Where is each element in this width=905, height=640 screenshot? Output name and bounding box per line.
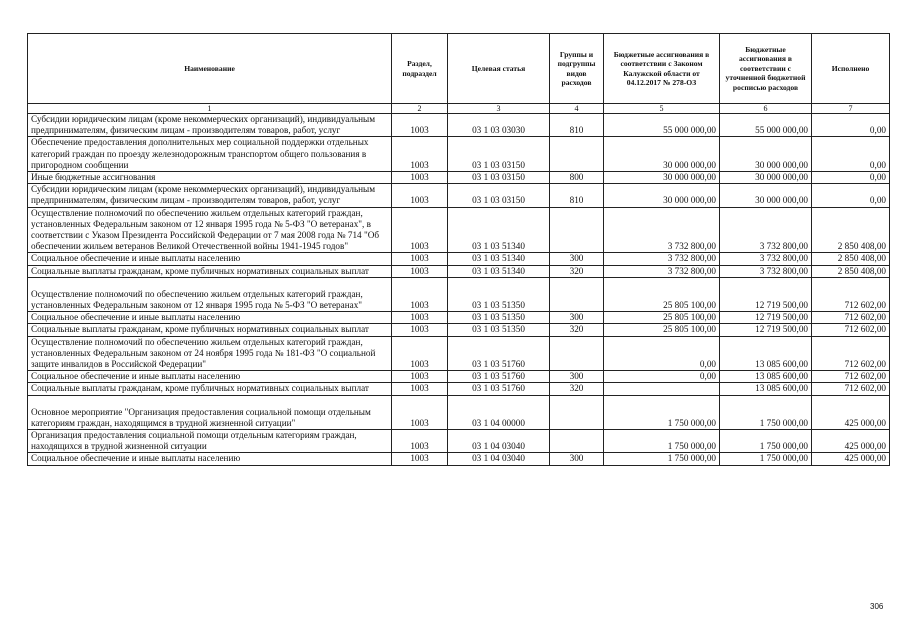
header-executed: Исполнено	[812, 34, 890, 104]
row-budget-law: 0,00	[604, 336, 720, 371]
row-target-article: 03 1 03 51340	[448, 207, 550, 253]
row-target-article: 03 1 03 03150	[448, 137, 550, 172]
row-section: 1003	[392, 137, 448, 172]
row-section: 1003	[392, 324, 448, 336]
row-expense-group	[550, 137, 604, 172]
row-executed: 712 602,00	[812, 371, 890, 383]
column-number: 1	[28, 104, 392, 114]
row-budget-law: 3 732 800,00	[604, 265, 720, 277]
row-section: 1003	[392, 336, 448, 371]
row-budget-refined: 12 719 500,00	[720, 324, 812, 336]
row-section: 1003	[392, 277, 448, 311]
column-number: 5	[604, 104, 720, 114]
row-executed: 2 850 408,00	[812, 253, 890, 265]
row-expense-group: 300	[550, 371, 604, 383]
row-budget-refined: 13 085 600,00	[720, 371, 812, 383]
row-name: Субсидии юридическим лицам (кроме некоммерческих организаций), индивидуальным предпринимателям, физическим лицам - производителям товаров, работ, услуг	[28, 184, 392, 207]
row-budget-refined: 1 750 000,00	[720, 453, 812, 465]
row-budget-refined: 12 719 500,00	[720, 277, 812, 311]
column-number: 2	[392, 104, 448, 114]
row-budget-refined: 30 000 000,00	[720, 184, 812, 207]
table-row	[28, 137, 890, 172]
row-executed: 425 000,00	[812, 395, 890, 429]
table-row	[28, 324, 890, 336]
row-budget-refined: 13 085 600,00	[720, 383, 812, 395]
row-budget-refined: 1 750 000,00	[720, 395, 812, 429]
row-expense-group: 300	[550, 312, 604, 324]
row-budget-refined: 13 085 600,00	[720, 336, 812, 371]
header-budget-law: Бюджетные ассигнования в соответствии с Законом Калужской области от 04.12.2017 № 278-ОЗ	[604, 34, 720, 104]
header-groups: Группы и подгруппы видов расходов	[550, 34, 604, 104]
table-row	[28, 383, 890, 395]
budget-table-sheet	[27, 33, 889, 466]
row-target-article: 03 1 03 51760	[448, 336, 550, 371]
row-section: 1003	[392, 383, 448, 395]
row-target-article: 03 1 03 51350	[448, 324, 550, 336]
row-section: 1003	[392, 207, 448, 253]
row-name: Осуществление полномочий по обеспечению жильем отдельных категорий граждан, установленных Федеральным законом от 12 января 1995 года № 5-ФЗ "О ветеранах"	[28, 277, 392, 311]
row-target-article: 03 1 04 03040	[448, 430, 550, 453]
row-executed: 712 602,00	[812, 324, 890, 336]
row-budget-law: 1 750 000,00	[604, 395, 720, 429]
row-executed: 712 602,00	[812, 383, 890, 395]
column-number: 4	[550, 104, 604, 114]
row-expense-group: 320	[550, 324, 604, 336]
row-budget-refined: 30 000 000,00	[720, 137, 812, 172]
header-section: Раздел, подраздел	[392, 34, 448, 104]
page-number: 306	[870, 602, 884, 611]
row-executed: 2 850 408,00	[812, 207, 890, 253]
row-expense-group	[550, 336, 604, 371]
column-number-row	[28, 104, 890, 114]
row-name: Осуществление полномочий по обеспечению жильем отдельных категорий граждан, установленных Федеральным законом от 12 января 1995 года № 5-ФЗ "О ветеранах", в соответствии с Указом Президента Российской Федерации от 7 мая 2008 года № 714 "Об обеспечении жильем ветеранов Великой Отечественной войны 1941-1945 годов"	[28, 207, 392, 253]
row-executed: 2 850 408,00	[812, 265, 890, 277]
header-row	[28, 34, 890, 104]
row-section: 1003	[392, 265, 448, 277]
budget-table	[27, 33, 890, 466]
row-budget-law: 25 805 100,00	[604, 277, 720, 311]
row-expense-group	[550, 207, 604, 253]
row-budget-law: 30 000 000,00	[604, 184, 720, 207]
row-target-article: 03 1 03 03150	[448, 172, 550, 184]
table-row	[28, 114, 890, 137]
row-executed: 712 602,00	[812, 336, 890, 371]
table-row	[28, 265, 890, 277]
row-executed: 425 000,00	[812, 453, 890, 465]
row-expense-group: 300	[550, 453, 604, 465]
row-executed: 0,00	[812, 114, 890, 137]
row-name: Социальные выплаты гражданам, кроме публичных нормативных социальных выплат	[28, 324, 392, 336]
table-row	[28, 371, 890, 383]
row-target-article: 03 1 03 51350	[448, 277, 550, 311]
row-target-article: 03 1 03 51340	[448, 265, 550, 277]
table-row	[28, 453, 890, 465]
row-budget-refined: 3 732 800,00	[720, 253, 812, 265]
row-budget-law: 30 000 000,00	[604, 137, 720, 172]
row-target-article: 03 1 04 00000	[448, 395, 550, 429]
row-section: 1003	[392, 312, 448, 324]
row-section: 1003	[392, 114, 448, 137]
row-section: 1003	[392, 172, 448, 184]
row-budget-law: 3 732 800,00	[604, 207, 720, 253]
row-expense-group	[550, 395, 604, 429]
row-name: Субсидии юридическим лицам (кроме некоммерческих организаций), индивидуальным предпринимателям, физическим лицам - производителям товаров, работ, услуг	[28, 114, 392, 137]
row-executed: 712 602,00	[812, 312, 890, 324]
row-target-article: 03 1 03 51760	[448, 383, 550, 395]
row-expense-group: 800	[550, 172, 604, 184]
row-name: Иные бюджетные ассигнования	[28, 172, 392, 184]
row-target-article: 03 1 03 51760	[448, 371, 550, 383]
row-target-article: 03 1 04 03040	[448, 453, 550, 465]
table-row	[28, 336, 890, 371]
row-name: Основное мероприятие "Организация предоставления социальной помощи отдельным категориям граждан, находящимся в трудной жизненной ситуации"	[28, 395, 392, 429]
row-budget-law	[604, 383, 720, 395]
header-name: Наименование	[28, 34, 392, 104]
row-section: 1003	[392, 253, 448, 265]
column-number: 6	[720, 104, 812, 114]
row-section: 1003	[392, 395, 448, 429]
row-budget-refined: 3 732 800,00	[720, 207, 812, 253]
row-section: 1003	[392, 430, 448, 453]
column-number: 7	[812, 104, 890, 114]
row-name: Осуществление полномочий по обеспечению жильем отдельных категорий граждан, установленных Федеральным законом от 24 ноября 1995 года № 181-ФЗ "О социальной защите инвалидов в Российской Федерации"	[28, 336, 392, 371]
row-expense-group: 810	[550, 184, 604, 207]
row-executed: 425 000,00	[812, 430, 890, 453]
header-budget-refined: Бюджетные ассигнования в соответствии с уточненной бюджетной росписью расходов	[720, 34, 812, 104]
row-name: Социальные выплаты гражданам, кроме публичных нормативных социальных выплат	[28, 383, 392, 395]
row-budget-refined: 12 719 500,00	[720, 312, 812, 324]
row-budget-refined: 1 750 000,00	[720, 430, 812, 453]
row-budget-law: 25 805 100,00	[604, 312, 720, 324]
table-row	[28, 312, 890, 324]
row-name: Организация предоставления социальной помощи отдельным категориям граждан, находящихся в трудной жизненной ситуации	[28, 430, 392, 453]
row-executed: 0,00	[812, 137, 890, 172]
table-row	[28, 253, 890, 265]
row-name: Социальное обеспечение и иные выплаты населению	[28, 453, 392, 465]
row-budget-law: 0,00	[604, 371, 720, 383]
row-section: 1003	[392, 453, 448, 465]
row-name: Обеспечение предоставления дополнительных мер социальной поддержки отдельных категорий граждан по проезду железнодорожным транспортом общего пользования в пригородном сообщении	[28, 137, 392, 172]
row-target-article: 03 1 03 51350	[448, 312, 550, 324]
row-budget-law: 55 000 000,00	[604, 114, 720, 137]
row-section: 1003	[392, 371, 448, 383]
row-budget-refined: 55 000 000,00	[720, 114, 812, 137]
row-name: Социальные выплаты гражданам, кроме публичных нормативных социальных выплат	[28, 265, 392, 277]
table-row	[28, 395, 890, 429]
row-expense-group: 320	[550, 383, 604, 395]
table-row	[28, 277, 890, 311]
row-target-article: 03 1 03 51340	[448, 253, 550, 265]
row-expense-group: 300	[550, 253, 604, 265]
row-budget-refined: 3 732 800,00	[720, 265, 812, 277]
row-expense-group: 320	[550, 265, 604, 277]
table-row	[28, 172, 890, 184]
row-expense-group	[550, 430, 604, 453]
header-target: Целевая статья	[448, 34, 550, 104]
row-budget-law: 3 732 800,00	[604, 253, 720, 265]
row-budget-law: 1 750 000,00	[604, 430, 720, 453]
table-row	[28, 207, 890, 253]
row-section: 1003	[392, 184, 448, 207]
row-executed: 0,00	[812, 172, 890, 184]
row-budget-refined: 30 000 000,00	[720, 172, 812, 184]
row-budget-law: 30 000 000,00	[604, 172, 720, 184]
row-budget-law: 25 805 100,00	[604, 324, 720, 336]
row-target-article: 03 1 03 03030	[448, 114, 550, 137]
row-target-article: 03 1 03 03150	[448, 184, 550, 207]
row-budget-law: 1 750 000,00	[604, 453, 720, 465]
column-number: 3	[448, 104, 550, 114]
row-expense-group	[550, 277, 604, 311]
row-executed: 0,00	[812, 184, 890, 207]
table-row	[28, 430, 890, 453]
row-name: Социальное обеспечение и иные выплаты населению	[28, 312, 392, 324]
row-executed: 712 602,00	[812, 277, 890, 311]
row-expense-group: 810	[550, 114, 604, 137]
row-name: Социальное обеспечение и иные выплаты населению	[28, 253, 392, 265]
table-body	[28, 114, 890, 466]
table-row	[28, 184, 890, 207]
row-name: Социальное обеспечение и иные выплаты населению	[28, 371, 392, 383]
